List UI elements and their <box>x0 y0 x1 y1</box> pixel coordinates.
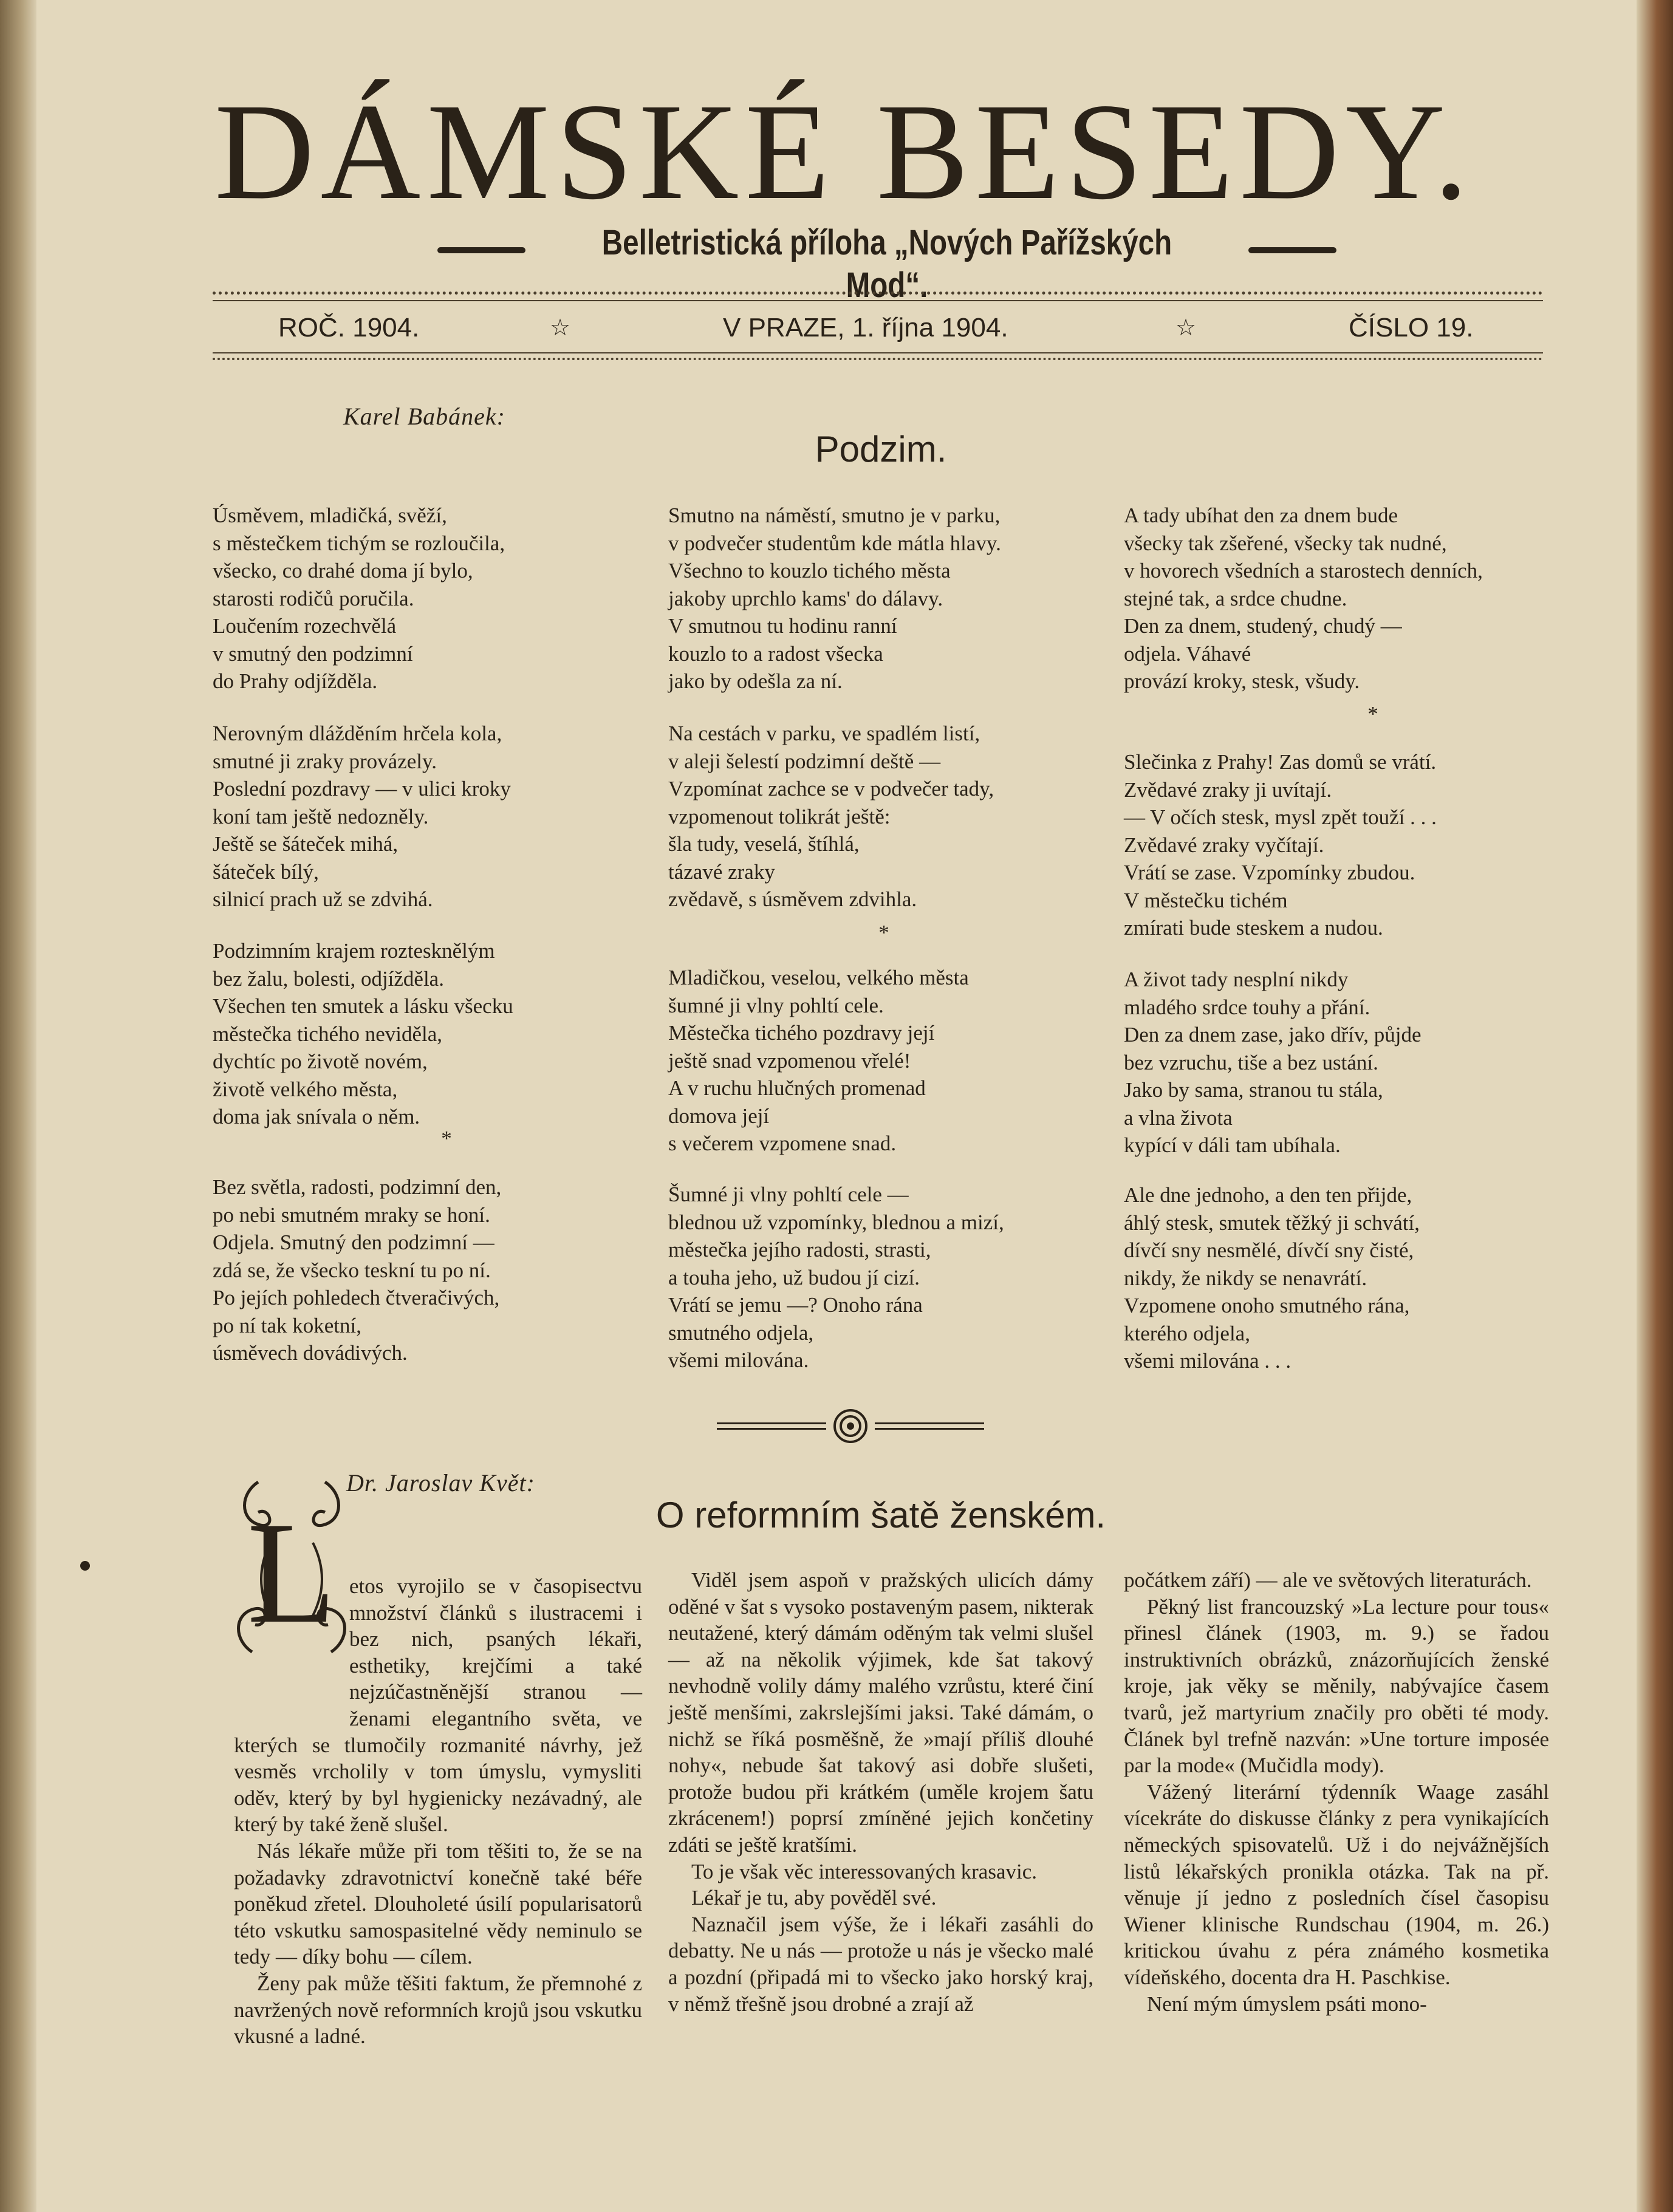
masthead-subtitle: Belletristická příloha „Nových Pařížských Mod“. <box>601 223 1172 305</box>
article-column-3 <box>1124 1567 1549 2017</box>
ornament-separator <box>717 1408 984 1444</box>
binding-spine <box>0 0 36 2212</box>
poem-stanza: Úsměvem, mladičká, svěží, s městečkem tichým se rozloučila, všecko, co drahé doma jí bylo, starosti rodičů poručila. Loučením rozechvělá v smutný den podzimní do Prahy odjížděla. <box>213 504 505 693</box>
article-paragraph: Nás lékaře může při tom těšiti to, že se na požadavky zdravotnictví konečně také béře poněkud zřetel. Dlouholeté úsilí popularisatorů této vskutku samospasitelné vědy neminulo se tedy — díky bohu — cílem. <box>234 1838 642 1969</box>
article-author: Dr. Jaroslav Květ: <box>346 1469 535 1497</box>
poem-title: Podzim. <box>815 429 947 469</box>
poem-stanza: Slečinka z Prahy! Zas domů se vrátí. Zvědavé zraky ji uvítají. — V očích stesk, mysl zpět touží . . . Zvědavé zraky vyčítají. Vrátí se zase. Vzpomínky zbudou. V městečku tichém zmírati bude steskem a nudou. <box>1124 750 1437 940</box>
poem-stanza: A tady ubíhat den za dnem bude všecky tak zšeřené, všecky tak nudné, v hovorech všedních a starostech denních, stejné tak, a srdce chudne. Den za dnem, studený, chudý — odjela. Váhavé provází kroky, stesk, všudy. <box>1124 504 1483 693</box>
article-column-2 <box>668 1567 1093 2017</box>
issue-info-bar <box>213 307 1543 349</box>
swash-right <box>1248 247 1336 253</box>
article-paragraph: Vážený literární týdenník Waage zasáhl vícekráte do diskusse články z pera vynikajících německých spisovatelů. Už i do nejvážnějších listů lékařských pronikla otázka. Tak na př. věnuje jí jedno z posledních čísel časopisu Wiener klinische Rundschau (1904, m. 26.) kritickou úvahu z péra známého kosmetika vídeňského, docenta dra H. Paschkise. <box>1124 1780 1549 1989</box>
article-paragraph: počátkem září) — ale ve světových literaturách. <box>1124 1568 1532 1592</box>
stanza-asterisk: * <box>441 1127 452 1150</box>
masthead-rule-bottom <box>213 352 1543 360</box>
masthead-title: DÁMSKÉ BESEDY. <box>214 75 1475 228</box>
poem-stanza: Smutno na náměstí, smutno je v parku, v podvečer studentům kde mátla hlavy. Všechno to kouzlo tichého města jakoby uprchlo kams' do dálavy. V smutnou tu hodinu ranní kouzlo to a radost všecka jako by odešla za ní. <box>668 504 1001 693</box>
article-paragraph: Není mým úmyslem psáti mono- <box>1147 1992 1427 2016</box>
article-paragraph: etos vyrojilo se v časopisectvu množství článků s ilustracemi i bez nich, psaných lékaři, esthetiky, krejčími a také nejzúčastněnější stranou — ženami elegantního světa, ve kterých se tlumočily rozmanité návrhy, jež vesměs vrcholily v tom úmyslu, vymysliti oděv, který by byl hygienicky nezávadný, ale který by také ženě slušel. <box>234 1574 642 1837</box>
star-separator: ☆ <box>550 315 571 341</box>
swash-left <box>437 247 525 253</box>
article-column-1 <box>234 1573 642 2050</box>
poem-stanza: Podzimním krajem roztesknělým bez žalu, bolesti, odjížděla. Všechen ten smutek a lásku všecku městečka tichého neviděla, dychtíc po životě novém, životě velkého města, doma jak snívala o něm. <box>213 939 513 1128</box>
poem-stanza: Na cestách v parku, ve spadlém listí, v aleji šelestí podzimní deště — Vzpomínat zachce se v podvečer tady, vzpomenout tolikrát ještě: šla tudy, veselá, štíhlá, tázavé zraky zvědavě, s úsměvem zdvihla. <box>668 722 994 911</box>
poem-stanza: Šumné ji vlny pohltí cele — blednou už vzpomínky, blednou a mizí, městečka jejího radosti, strasti, a touha jeho, už budou jí cizí. Vrátí se jemu —? Onoho rána smutného odjela, všemi milována. <box>668 1183 1004 1372</box>
poem-stanza: Nerovným dlážděním hrčela kola, smutné ji zraky provázely. Poslední pozdravy — v ulici kroky koní tam ještě nedozněly. Ještě se šáteček mihá, šáteček bílý, silnicí prach už se zdvihá. <box>213 722 511 911</box>
article-paragraph: Ženy pak může těšiti faktum, že přemnohé z navržených nově reformních krojů jsou vskutku vkusné a ladné. <box>234 1971 642 2049</box>
article-paragraph: Naznačil jsem výše, že i lékaři zasáhli do debatty. Ne u nás — protože u nás je všecko malé a pozdní (připadá mi to všecko jako horský kraj, v němž třešně jsou drobné a zrají až <box>668 1912 1093 2016</box>
poem-stanza: Mladičkou, veselou, velkého města šumné ji vlny pohltí cele. Městečka tichého pozdravy její ještě snad vzpomenou vřelé! A v ruchu hlučných promenad domova její s večerem vzpomene snad. <box>668 966 969 1155</box>
poem-stanza: Ale dne jednoho, a den ten přijde, áhlý stesk, smutek těžký ji schvátí, dívčí sny nesmělé, dívčí sny čisté, nikdy, že nikdy se nenavrátí. Vzpomene onoho smutného rána, kterého odjela, všemi milována . . . <box>1124 1183 1420 1373</box>
article-paragraph: To je však věc interessovaných krasavic. <box>691 1859 1038 1883</box>
dropcap-space <box>234 1573 349 1722</box>
article-paragraph: Pěkný list francouzský »La lecture pour tous« přinesl článek (1903, m. 9.) se řadou instruktivních obrázků, znázorňujících ženské kroje, jak věky se měnily, nabývajíce časem tvarů, jež martyrium značily pro oběti té mody. Článek byl trefně nazván: »Une torture imposée par la mode« (Mučidla mody). <box>1124 1594 1549 1778</box>
stanza-asterisk: * <box>878 921 889 944</box>
issue-label: ČÍSLO 19. <box>1349 313 1474 343</box>
page-edge <box>1637 0 1673 2212</box>
masthead-subtitle-row <box>437 222 1336 305</box>
article-paragraph: Lékař je tu, aby pověděl své. <box>691 1886 937 1910</box>
article-paragraph: Viděl jsem aspoň v pražských ulicích dámy oděné v šat s vysoko postaveným pasem, nikterak neutažené, který dámám oděným tak velmi slušel — až na několik výjimek, kde šat takový nevhodně volily dámy malého vzrůstu, které činí ještě menšími, zakrslejšími jaksi. Také dámám, o nichž se říká posměšně, že »mají příliš dlouhé nohy«, nebude šat takový asi dobře slušeti, protože budou při krátkém (uměle krojem šatu zkrácenem!) poprsí zmíněné jejich končetiny zdáti se ještě kratšími. <box>668 1568 1093 1857</box>
date-label: V PRAZE, 1. října 1904. <box>723 313 1008 343</box>
article-title: O reformním šatě ženském. <box>655 1495 1106 1535</box>
poem-author: Karel Babánek: <box>343 403 505 430</box>
poem-stanza: Bez světla, radosti, podzimní den, po nebi smutném mraky se honí. Odjela. Smutný den podzimní — zdá se, že všecko teskní tu po ní. Po jejích pohledech čtveračivých, po ní tak koketní, úsměvech dovádivých. <box>213 1175 502 1365</box>
volume-label: ROČ. 1904. <box>278 313 420 343</box>
star-separator: ☆ <box>1175 315 1197 341</box>
masthead-rule-top <box>213 292 1543 301</box>
margin-dot <box>80 1561 90 1571</box>
poem-stanza: A život tady nesplní nikdy mladého srdce touhy a přání. Den za dnem zase, jako dřív, půjde bez vzruchu, tiše a bez ustání. Jako by sama, stranou tu stála, a vlna života kypící v dáli tam ubíhala. <box>1124 968 1422 1157</box>
dropcap-letter: L <box>247 1492 337 1653</box>
stanza-asterisk: * <box>1367 702 1378 726</box>
